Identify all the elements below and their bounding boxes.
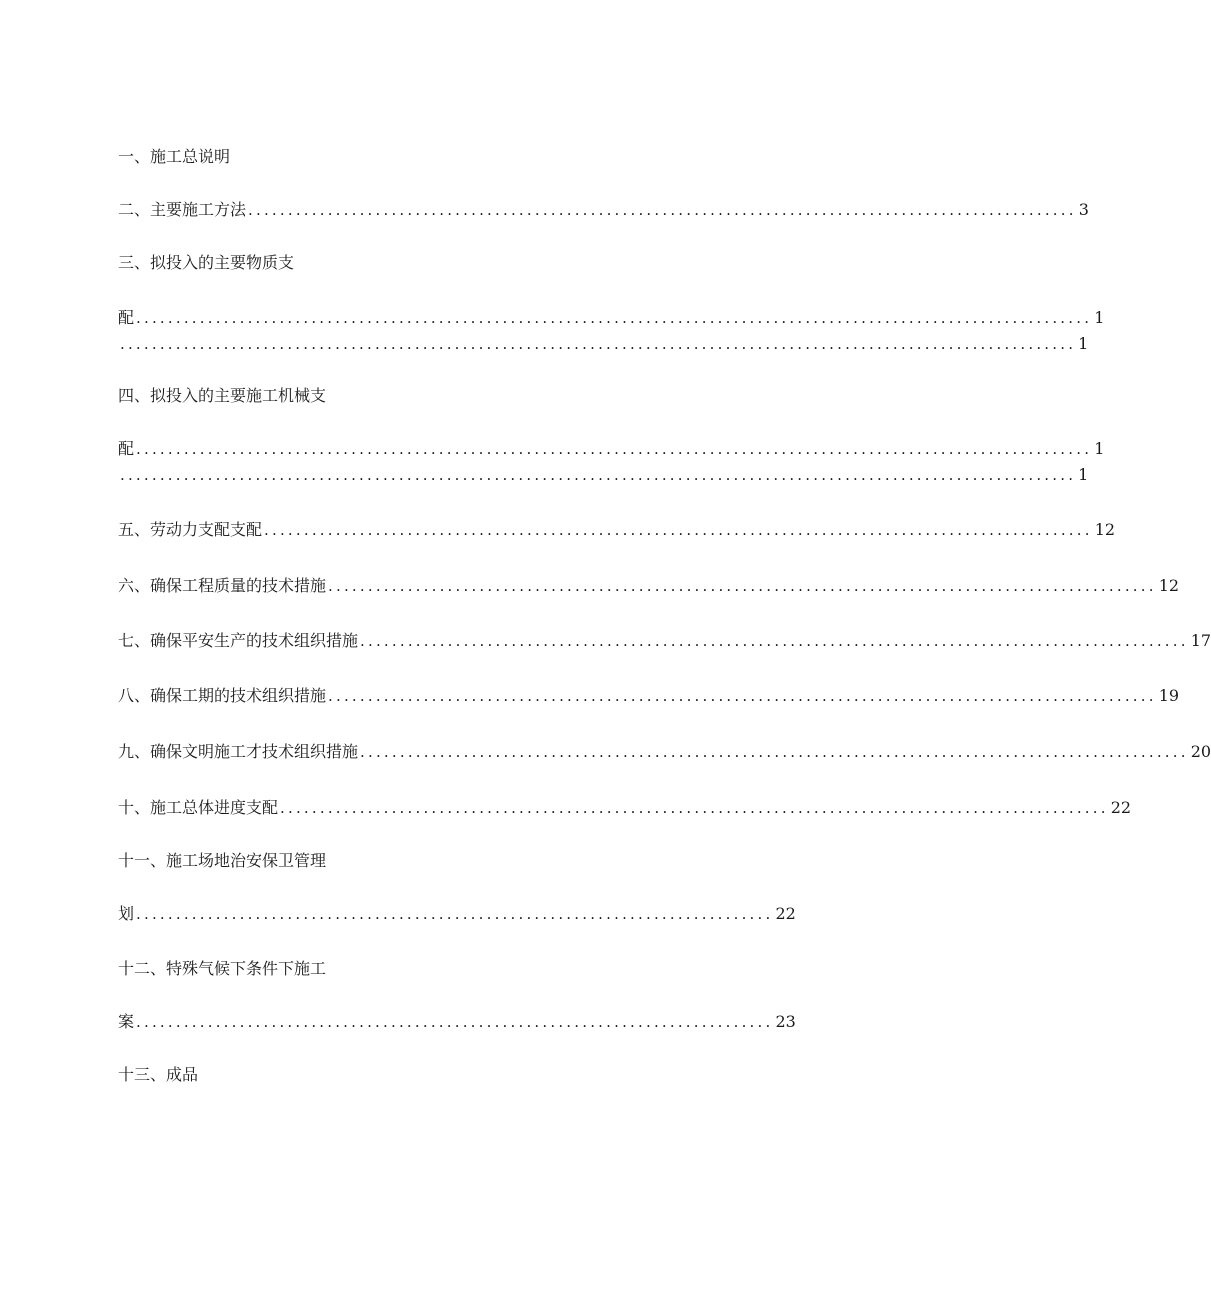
toc-entry-title: 八、确保工期的技术组织措施 bbox=[118, 686, 327, 705]
dot-leader: ........................................................................................................ bbox=[328, 577, 1157, 595]
toc-entry-title: 三、拟投入的主要物质支 bbox=[118, 253, 295, 272]
dot-leader: ........................................................................................................ bbox=[280, 799, 1109, 817]
toc-entry bbox=[118, 903, 796, 925]
dot-leader: ........................................................................................................ bbox=[248, 201, 1077, 219]
toc-entry-title: 配 bbox=[118, 308, 135, 327]
toc-entry-title: 七、确保平安生产的技术组织措施 bbox=[118, 631, 359, 650]
toc-entry-title: 十一、施工场地治安保卫管理 bbox=[118, 851, 327, 870]
toc-entry-title: 六、确保工程质量的技术措施 bbox=[118, 576, 327, 595]
toc-entry bbox=[118, 385, 326, 407]
toc-entry-page: 12 bbox=[1158, 576, 1180, 595]
toc-entry-page: 1 bbox=[1078, 334, 1089, 353]
toc-entry-page: 22 bbox=[1110, 798, 1132, 817]
dot-leader: ........................................................................................................ bbox=[360, 743, 1189, 761]
dot-leader: ........................................................................................................ bbox=[264, 521, 1093, 539]
dot-leader: ................................................................................ bbox=[136, 1013, 774, 1031]
toc-entry-title: 二、主要施工方法 bbox=[118, 200, 247, 219]
toc-entry-page: 22 bbox=[775, 904, 796, 923]
toc-entry bbox=[118, 797, 1132, 819]
toc-entry-title: 五、劳动力支配支配 bbox=[118, 520, 263, 539]
toc-entry-title: 十、施工总体进度支配 bbox=[118, 798, 279, 817]
toc-entry-page: 1 bbox=[1094, 439, 1105, 458]
toc-entry-title: 划 bbox=[118, 904, 135, 923]
dot-leader: ........................................................................................................................ bbox=[120, 335, 1077, 353]
toc-entry bbox=[118, 1064, 198, 1086]
toc-entry-page: 19 bbox=[1158, 686, 1180, 705]
dot-leader: ........................................................................................................ bbox=[360, 632, 1189, 650]
toc-entry bbox=[118, 199, 1089, 221]
toc-entry bbox=[118, 252, 294, 274]
toc-entry bbox=[118, 438, 1105, 460]
toc-entry-page: 1 bbox=[1094, 308, 1105, 327]
toc-entry bbox=[118, 307, 1105, 329]
toc-entry bbox=[118, 958, 326, 980]
toc-entry-title: 十三、成品 bbox=[118, 1065, 199, 1084]
dot-leader: ........................................................................................................................ bbox=[136, 309, 1093, 327]
toc-entry bbox=[118, 333, 1089, 355]
toc-entry bbox=[118, 741, 1211, 763]
dot-leader: ................................................................................ bbox=[136, 905, 774, 923]
toc-entry bbox=[118, 519, 1116, 541]
toc-entry-page: 12 bbox=[1094, 520, 1116, 539]
toc-entry bbox=[118, 630, 1211, 652]
toc-entry-title: 案 bbox=[118, 1012, 135, 1031]
toc-entry-title: 配 bbox=[118, 439, 135, 458]
toc-entry bbox=[118, 685, 1180, 707]
toc-entry bbox=[118, 146, 230, 168]
toc-entry-title: 九、确保文明施工才技术组织措施 bbox=[118, 742, 359, 761]
dot-leader: ........................................................................................................................ bbox=[120, 466, 1077, 484]
toc-entry bbox=[118, 464, 1089, 486]
toc-entry-title: 一、施工总说明 bbox=[118, 147, 231, 166]
toc-entry-page: 23 bbox=[775, 1012, 796, 1031]
toc-entry-page: 1 bbox=[1078, 465, 1089, 484]
toc-entry bbox=[118, 1011, 796, 1033]
dot-leader: ........................................................................................................................ bbox=[136, 440, 1093, 458]
toc-entry-page: 3 bbox=[1078, 200, 1089, 219]
dot-leader: ........................................................................................................ bbox=[328, 687, 1157, 705]
toc-entry-title: 十二、特殊气候下条件下施工 bbox=[118, 959, 327, 978]
toc-entry bbox=[118, 575, 1180, 597]
toc-entry bbox=[118, 850, 326, 872]
toc-entry-page: 17 bbox=[1190, 631, 1211, 650]
toc-entry-title: 四、拟投入的主要施工机械支 bbox=[118, 386, 327, 405]
toc-entry-page: 20 bbox=[1190, 742, 1211, 761]
